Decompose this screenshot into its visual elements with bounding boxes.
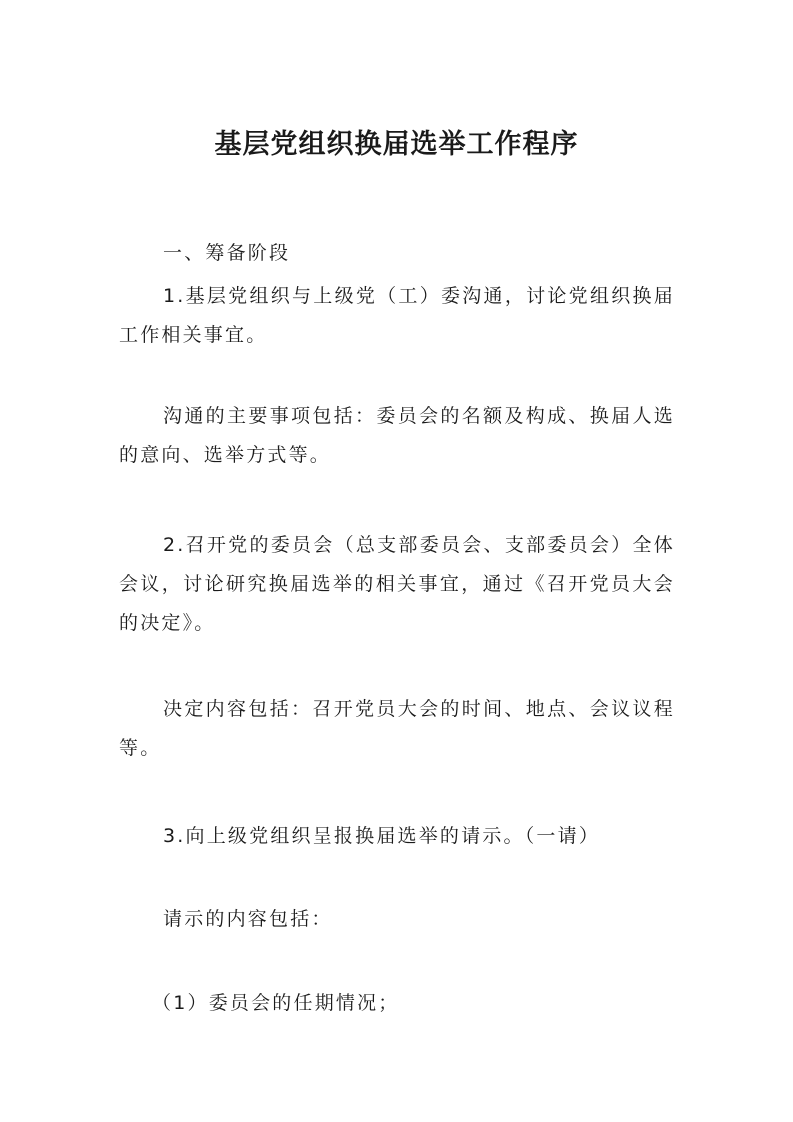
paragraph-communication-items: 沟通的主要事项包括：委员会的名额及构成、换届人选的意向、选举方式等。 (119, 405, 675, 466)
paragraph-step-2: 2.召开党的委员会（总支部委员会、支部委员会）全体会议，讨论研究换届选举的相关事宜，通过《召开党员大会的决定》。 (119, 534, 675, 634)
paragraph-step-3: 3.向上级党组织呈报换届选举的请示。（一请） (163, 825, 601, 847)
list-item-term-status: （1）委员会的任期情况； (152, 992, 400, 1014)
section-heading-preparation: 一、筹备阶段 (163, 242, 291, 264)
paragraph-decision-content: 决定内容包括：召开党员大会的时间、地点、会议议程等。 (119, 698, 675, 759)
paragraph-step-1: 1.基层党组织与上级党（工）委沟通，讨论党组织换届工作相关事宜。 (119, 285, 675, 346)
document-title: 基层党组织换届选举工作程序 (214, 129, 579, 160)
paragraph-request-content: 请示的内容包括： (163, 908, 333, 930)
